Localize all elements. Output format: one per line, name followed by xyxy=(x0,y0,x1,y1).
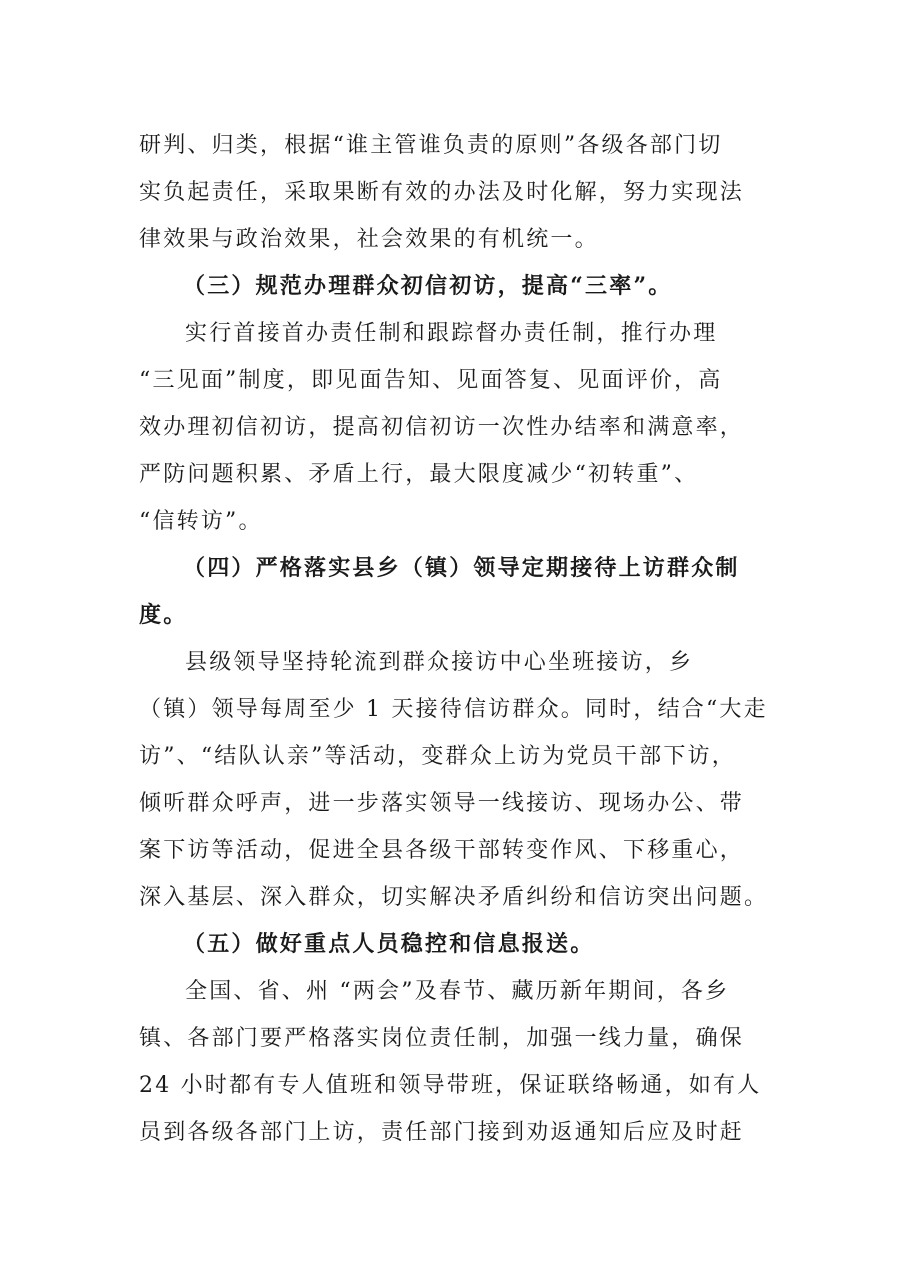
paragraph-line: 实行首接首办责任制和跟踪督办责任制，推行办理 xyxy=(185,321,718,346)
section-heading-line: （四）严格落实县乡（镇）领导定期接待上访群众制 xyxy=(183,555,740,581)
paragraph-line: 县级领导坚持轮流到群众接访中心坐班接访，乡 xyxy=(185,650,694,675)
section-heading-line: （五）做好重点人员稳控和信息报送。 xyxy=(183,931,595,957)
paragraph-line: 镇、各部门要严格落实岗位责任制，加强一线力量，确保 xyxy=(139,1026,745,1051)
section-heading-line: （三）规范办理群众初信初访，提高“三率”。 xyxy=(183,273,673,299)
paragraph-line: 案下访等活动，促进全县各级干部转变作风、下移重心， xyxy=(139,838,745,863)
paragraph-line: “信转访”。 xyxy=(139,509,263,534)
paragraph-line: 访”、“结队认亲”等活动，变群众上访为党员干部下访， xyxy=(139,744,736,769)
paragraph-line: 24 小时都有专人值班和领导带班，保证联络畅通，如有人 xyxy=(139,1073,762,1098)
body-text xyxy=(139,122,779,1156)
paragraph-line: 律效果与政治效果，社会效果的有机统一。 xyxy=(139,227,599,252)
paragraph-line: 实负起责任，采取果断有效的办法及时化解，努力实现法 xyxy=(139,180,745,205)
paragraph-line: 全国、省、州 “两会”及春节、藏历新年期间，各乡 xyxy=(185,979,730,1004)
paragraph-line: 深入基层、深入群众，切实解决矛盾纠纷和信访突出问题。 xyxy=(139,885,769,910)
section-heading-line: 度。 xyxy=(139,602,188,628)
paragraph-line: （镇）领导每周至少 1 天接待信访群众。同时，结合“大走 xyxy=(139,697,768,722)
paragraph-line: 倾听群众呼声，进一步落实领导一线接访、现场办公、带 xyxy=(139,791,745,816)
paragraph-line: 研判、归类，根据“谁主管谁负责的原则”各级各部门切 xyxy=(139,133,723,158)
paragraph-line: “三见面”制度，即见面告知、见面答复、见面评价，高 xyxy=(139,368,723,393)
paragraph-line: 严防问题积累、矛盾上行，最大限度减少“初转重”、 xyxy=(139,462,699,487)
paragraph-line: 效办理初信初访，提高初信初访一次性办结率和满意率， xyxy=(139,415,745,440)
paragraph-line: 员到各级各部门上访，责任部门接到劝返通知后应及时赶 xyxy=(139,1120,745,1145)
